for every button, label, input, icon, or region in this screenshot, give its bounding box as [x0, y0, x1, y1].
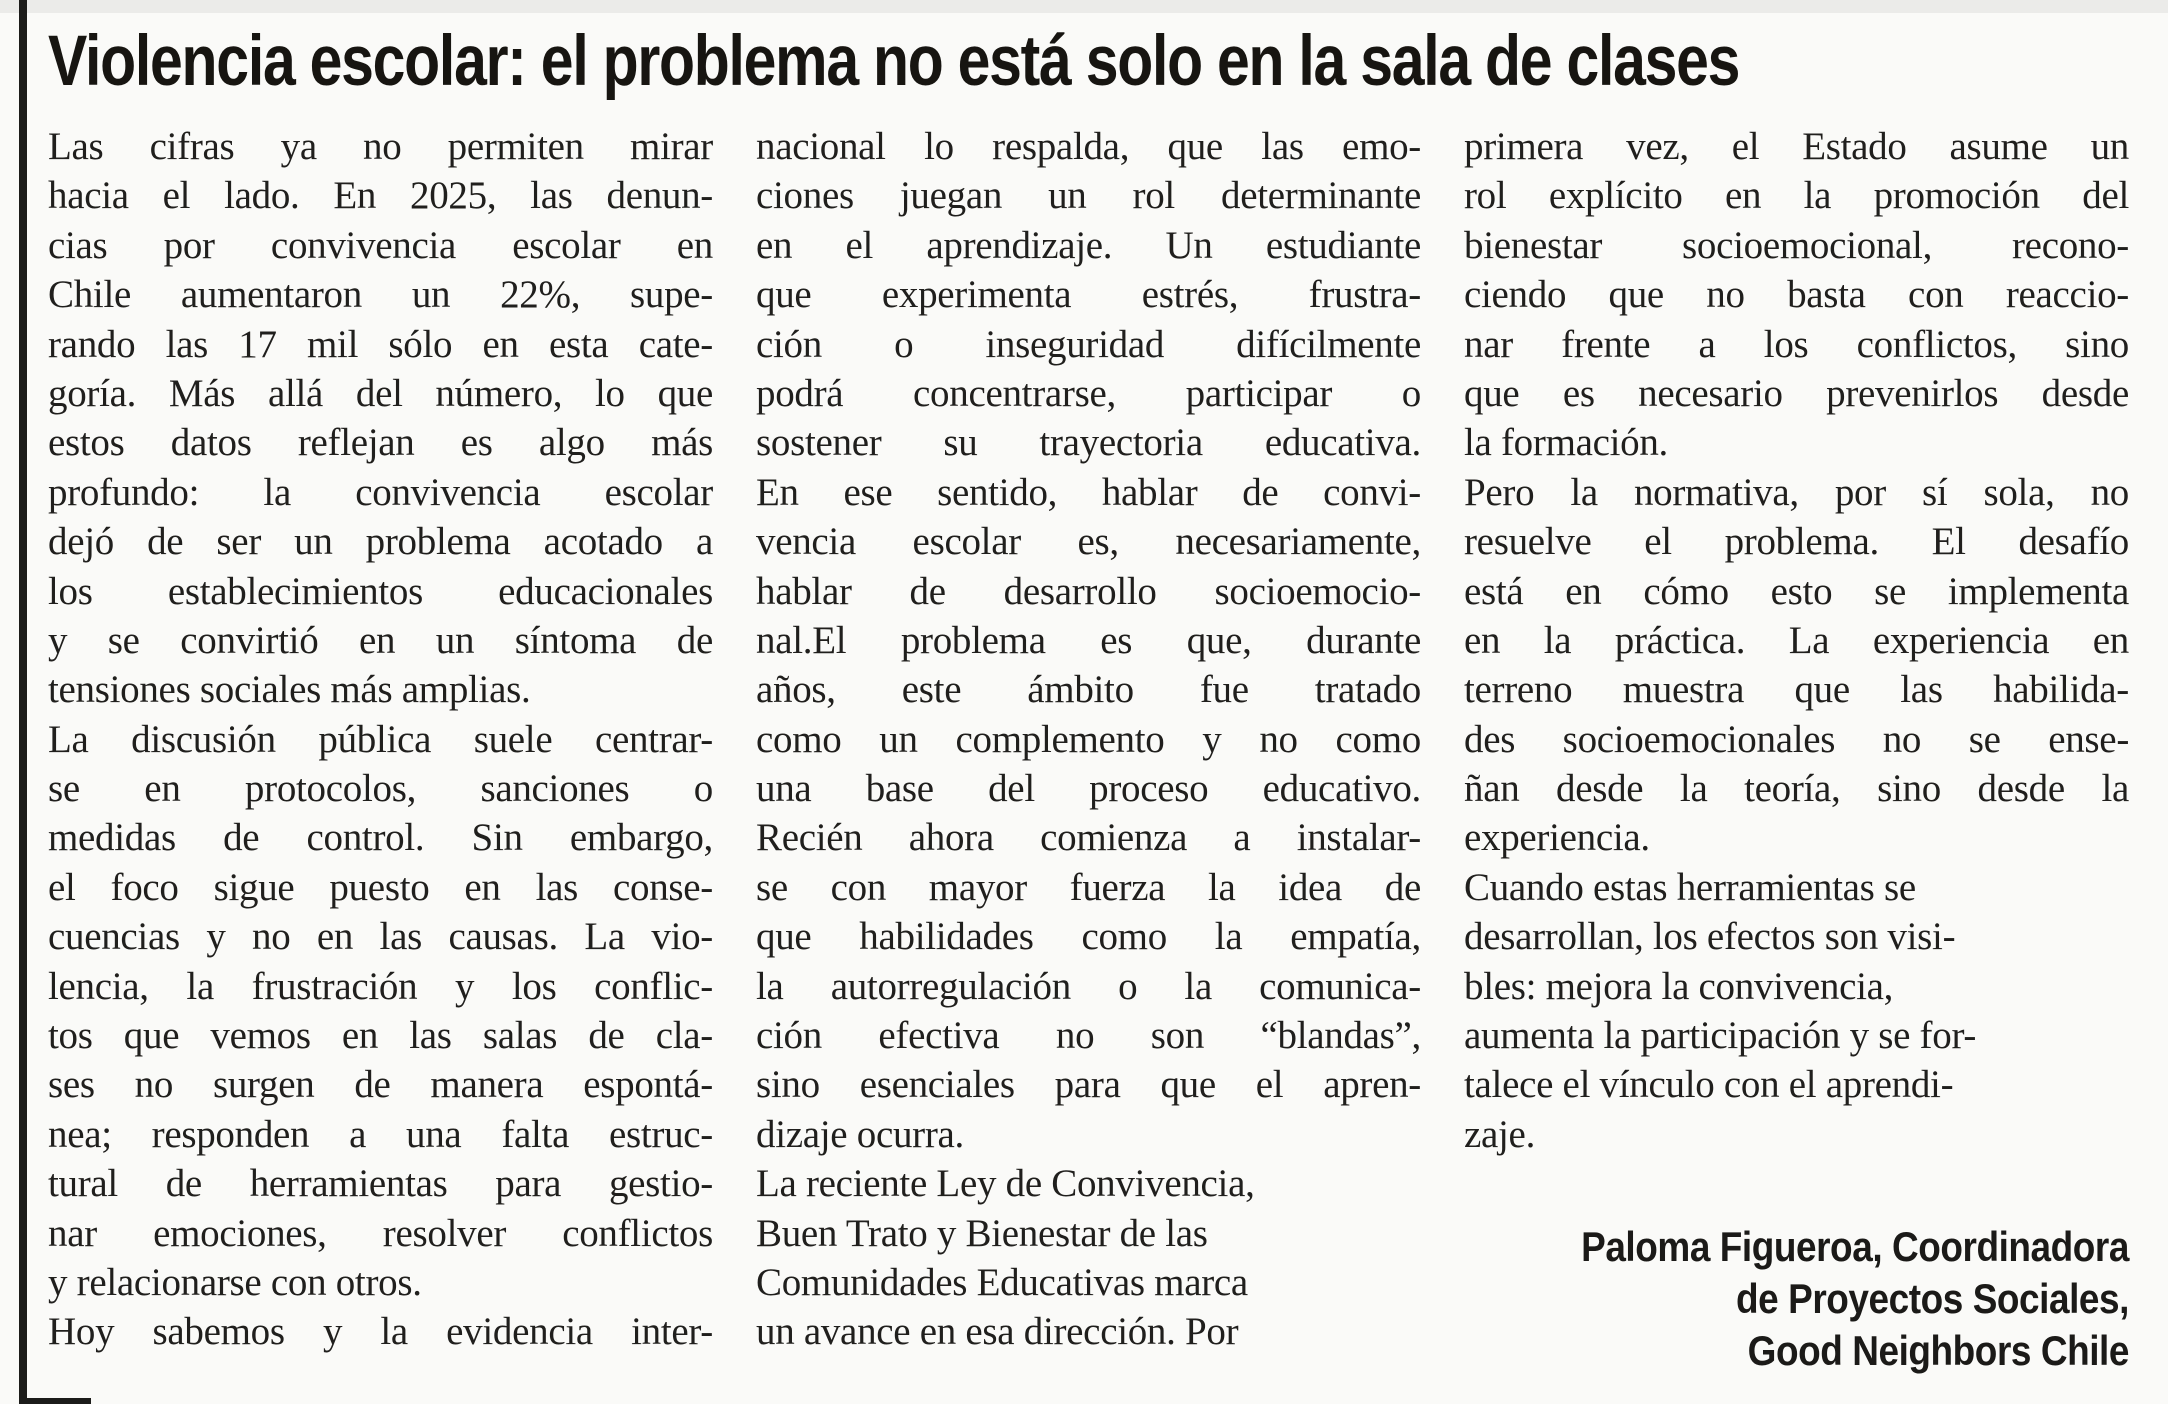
byline-author: Paloma Figueroa, Coordinadora [1581, 1223, 2129, 1271]
byline [1544, 1221, 2129, 1377]
text-line: y se convirtió en un síntoma de [48, 618, 713, 662]
text-line: Recién ahora comienza a instalar- [756, 816, 1421, 860]
text-line: rando las 17 mil sólo en esta cate- [48, 322, 713, 366]
left-column-rule [19, 0, 27, 1404]
text-line: nar frente a los conflictos, sino [1464, 322, 2129, 366]
text-column-2 [756, 122, 1421, 1377]
text-line: el foco sigue puesto en las conse- [48, 865, 713, 909]
text-line: Buen Trato y Bienestar de las [756, 1211, 1208, 1255]
text-line: lencia, la frustración y los conflic- [48, 964, 713, 1008]
text-line: los establecimientos educacionales [48, 569, 713, 613]
text-line: bles: mejora la convivencia, [1464, 964, 1894, 1008]
text-line: un avance en esa dirección. Por [756, 1310, 1239, 1354]
text-line: Cuando estas herramientas se [1464, 865, 1916, 909]
article-title: Violencia escolar: el problema no está solo en la sala de clases [48, 22, 1740, 101]
text-line: cias por convivencia escolar en [48, 223, 713, 267]
byline-role: de Proyectos Sociales, [1736, 1275, 2129, 1323]
text-line: Hoy sabemos y la evidencia inter- [48, 1310, 713, 1354]
text-line: se con mayor fuerza la idea de [756, 865, 1421, 909]
text-line: tos que vemos en las salas de cla- [48, 1014, 713, 1058]
text-line: sino esenciales para que el apren- [756, 1063, 1421, 1107]
text-line: La discusión pública suele centrar- [48, 717, 713, 761]
text-column-3 [1464, 122, 2129, 1377]
text-line: goría. Más allá del número, lo que [48, 371, 713, 415]
text-line: bienestar socioemocional, recono- [1464, 223, 2129, 267]
text-line: talece el vínculo con el aprendi- [1464, 1063, 1954, 1107]
text-line: desarrollan, los efectos son visi- [1464, 915, 1956, 959]
byline-organization: Good Neighbors Chile [1747, 1327, 2129, 1375]
text-line: La reciente Ley de Convivencia, [756, 1162, 1255, 1206]
text-line: años, este ámbito fue tratado [756, 668, 1421, 712]
text-line: Comunidades Educativas marca [756, 1260, 1248, 1304]
text-line: la autorregulación o la comunica- [756, 964, 1421, 1008]
text-line: podrá concentrarse, participar o [756, 371, 1421, 415]
text-line: como un complemento y no como [756, 717, 1421, 761]
text-line: nal.El problema es que, durante [756, 618, 1421, 662]
text-line: una base del proceso educativo. [756, 767, 1421, 811]
text-line: cuencias y no en las causas. La vio- [48, 915, 713, 959]
text-line: ses no surgen de manera espontá- [48, 1063, 713, 1107]
text-line: tensiones sociales más amplias. [48, 668, 531, 712]
text-line: medidas de control. Sin embargo, [48, 816, 713, 860]
text-line: des socioemocionales no se ense- [1464, 717, 2129, 761]
text-line: primera vez, el Estado asume un [1464, 125, 2129, 168]
article-body [48, 122, 2129, 1377]
text-line: ñan desde la teoría, sino desde la [1464, 767, 2129, 811]
text-line: profundo: la convivencia escolar [48, 470, 713, 514]
text-line: vencia escolar es, necesariamente, [756, 520, 1421, 564]
text-line: rol explícito en la promoción del [1464, 174, 2129, 218]
scan-bottom-edge [19, 1398, 91, 1404]
text-line: zaje. [1464, 1112, 1536, 1156]
text-line: aumenta la participación y se for- [1464, 1014, 1977, 1058]
text-line: en el aprendizaje. Un estudiante [756, 223, 1421, 267]
text-line: Pero la normativa, por sí sola, no [1464, 470, 2129, 514]
text-line: nea; responden a una falta estruc- [48, 1112, 713, 1156]
text-line: estos datos reflejan es algo más [48, 421, 713, 465]
text-line: y relacionarse con otros. [48, 1260, 422, 1304]
text-line: que es necesario prevenirlos desde [1464, 371, 2129, 415]
text-line: dizaje ocurra. [756, 1112, 964, 1156]
text-line: ciones juegan un rol determinante [756, 174, 1421, 218]
text-line: En ese sentido, hablar de convi- [756, 470, 1421, 514]
text-line: la formación. [1464, 421, 1669, 465]
text-line: sostener su trayectoria educativa. [756, 421, 1421, 465]
text-line: ción efectiva no son “blandas”, [756, 1014, 1421, 1058]
text-line: Chile aumentaron un 22%, supe- [48, 273, 713, 317]
text-line: está en cómo esto se implementa [1464, 569, 2129, 613]
scan-top-edge [0, 0, 2168, 13]
text-line: nacional lo respalda, que las emo- [756, 125, 1421, 168]
text-line: tural de herramientas para gestio- [48, 1162, 713, 1206]
text-line: se en protocolos, sanciones o [48, 767, 713, 811]
text-line: hacia el lado. En 2025, las denun- [48, 174, 713, 218]
text-line: en la práctica. La experiencia en [1464, 618, 2129, 662]
text-line: terreno muestra que las habilida- [1464, 668, 2129, 712]
text-line: resuelve el problema. El desafío [1464, 520, 2129, 564]
text-line: ción o inseguridad difícilmente [756, 322, 1421, 366]
text-line: Las cifras ya no permiten mirar [48, 125, 713, 168]
text-line: dejó de ser un problema acotado a [48, 520, 713, 564]
text-line: ciendo que no basta con reaccio- [1464, 273, 2129, 317]
text-line: nar emociones, resolver conflictos [48, 1211, 713, 1255]
text-line: que experimenta estrés, frustra- [756, 273, 1421, 317]
text-line: hablar de desarrollo socioemocio- [756, 569, 1421, 613]
text-line: experiencia. [1464, 816, 1650, 860]
text-line: que habilidades como la empatía, [756, 915, 1421, 959]
text-column-1 [48, 122, 713, 1377]
